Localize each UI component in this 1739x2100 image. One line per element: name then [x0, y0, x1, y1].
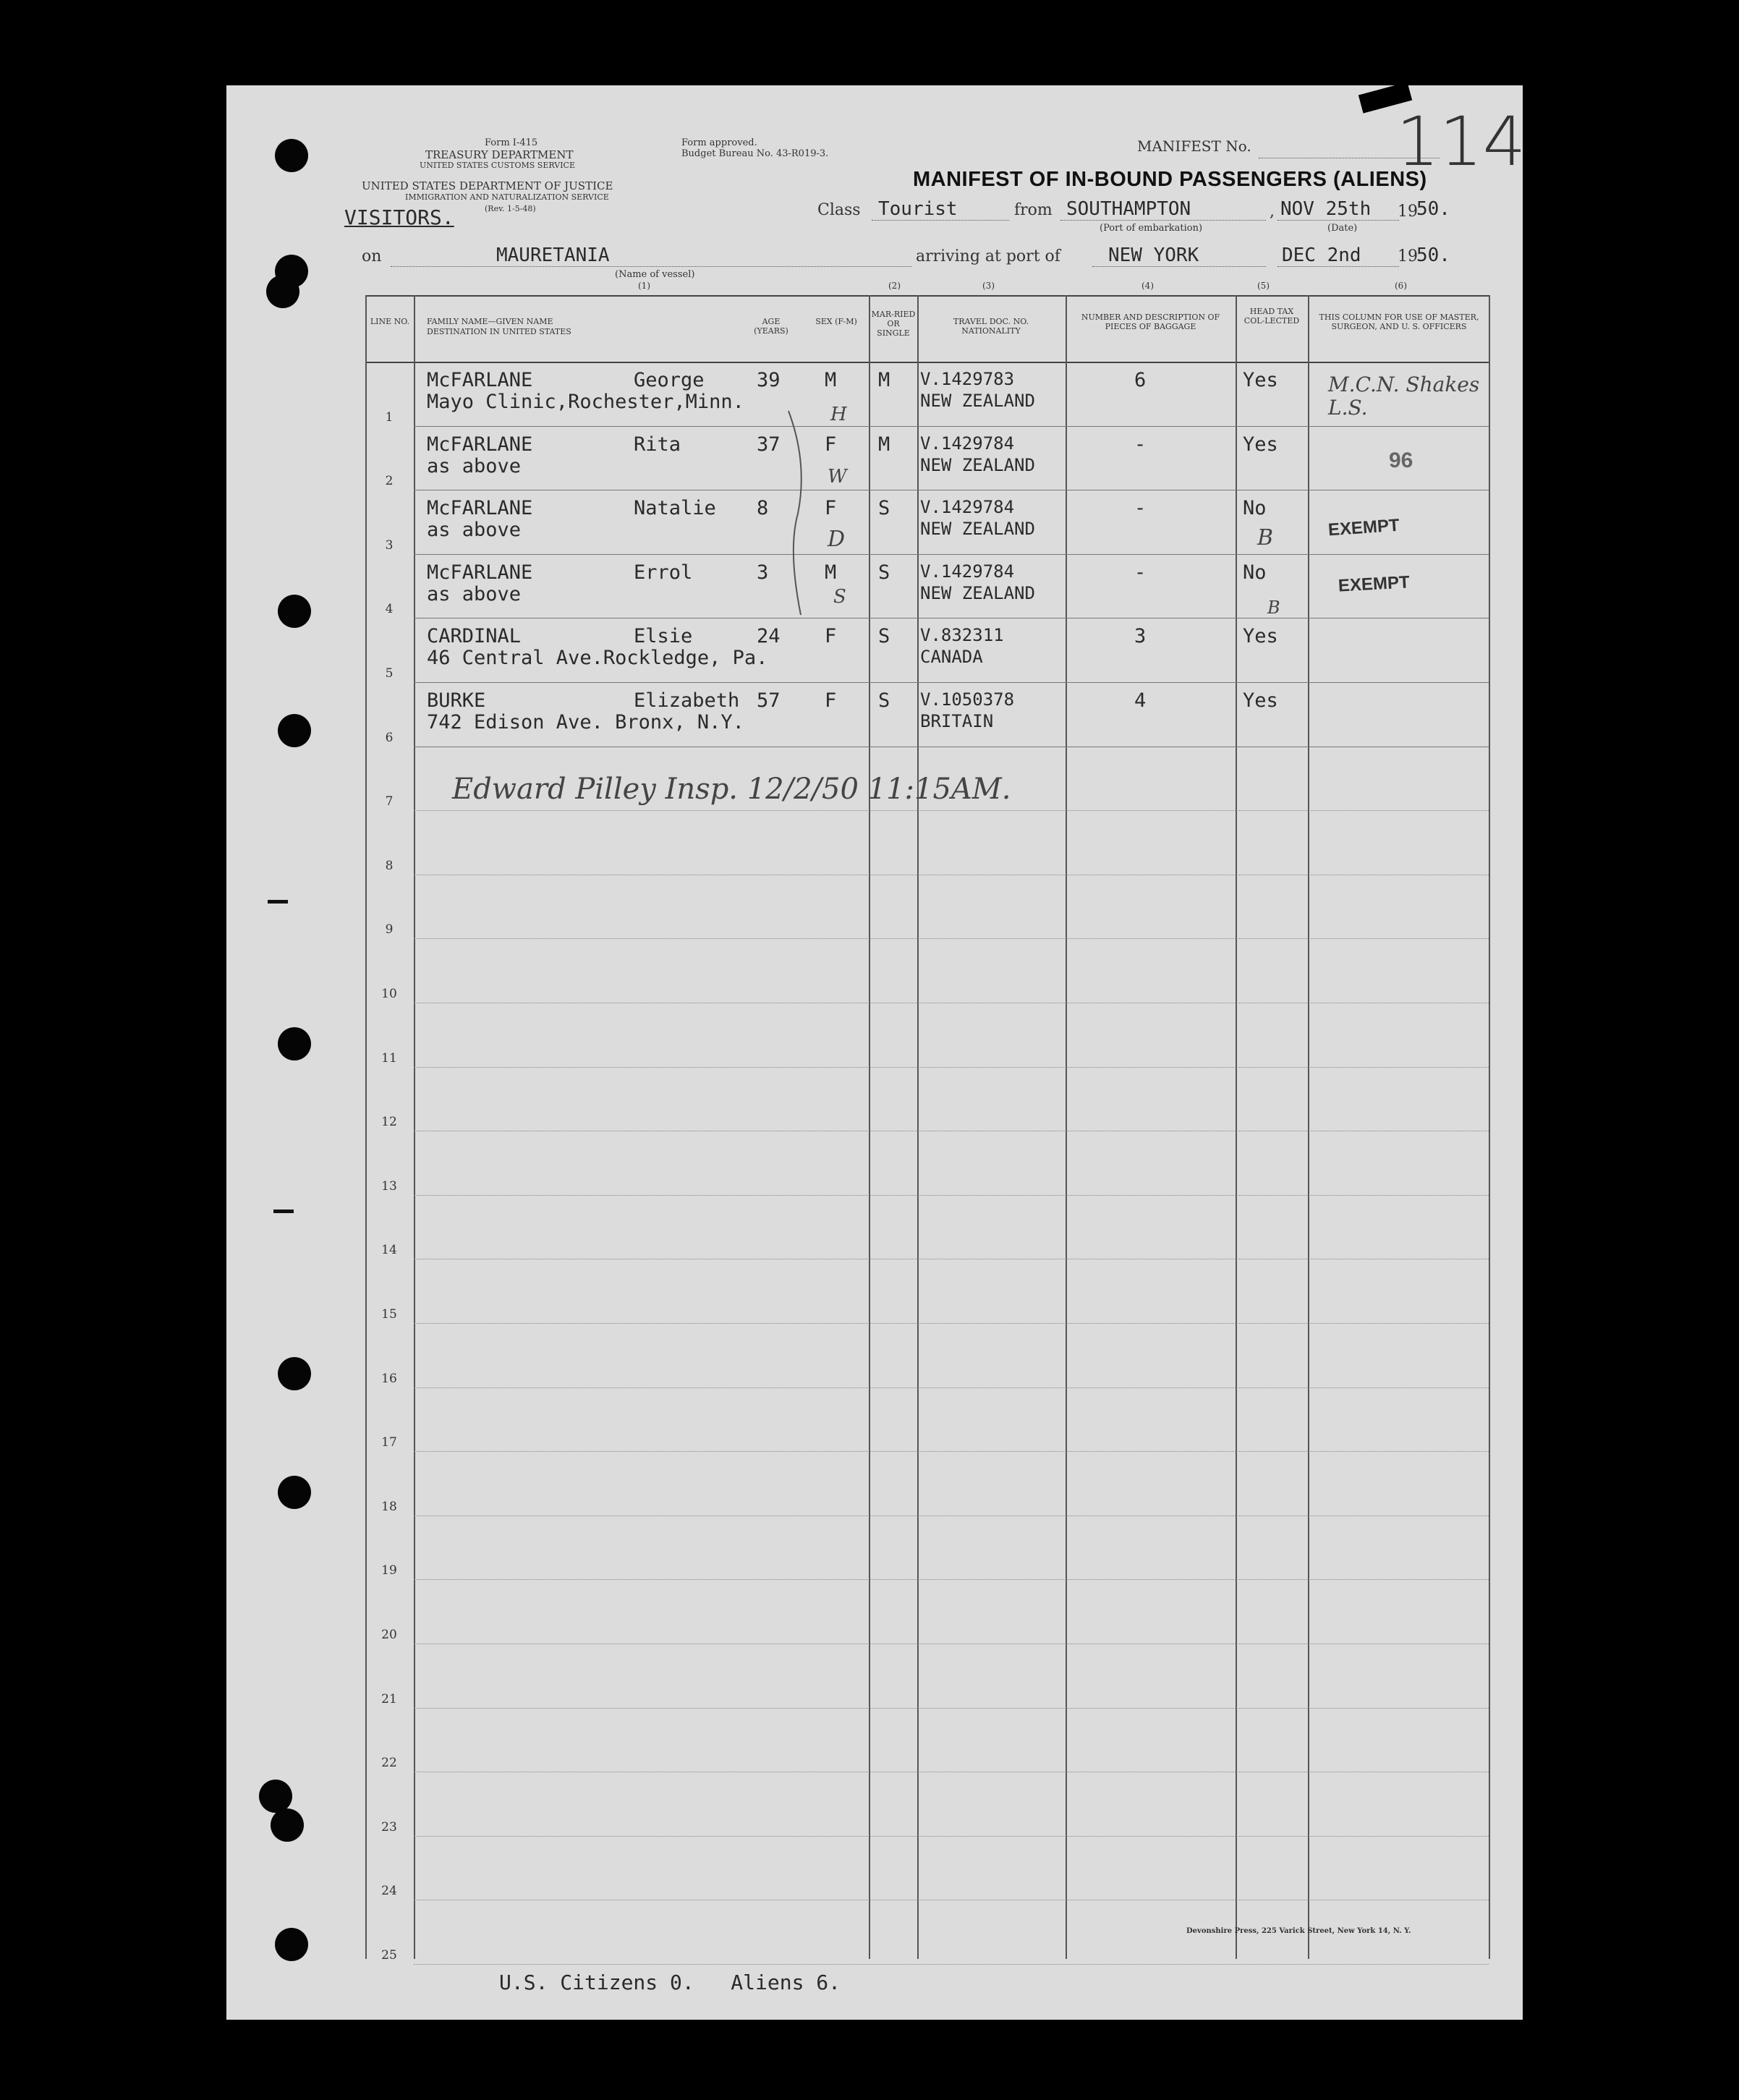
vessel-name: MAURETANIA	[496, 245, 610, 266]
col-border	[365, 295, 367, 1959]
tax-mark: B	[1267, 598, 1280, 618]
budget-bureau: Budget Bureau No. 43-R019-3.	[681, 148, 829, 159]
col-header-married: MAR-RIED OR SINGLE	[871, 310, 916, 338]
passenger-sex: M	[825, 369, 837, 391]
passenger-tax: Yes	[1243, 369, 1278, 391]
col-header-sex: SEX (F-M)	[815, 317, 857, 326]
line-number: 16	[381, 1372, 397, 1386]
col-header-baggage: NUMBER AND DESCRIPTION OF PIECES OF BAGGAGE	[1081, 313, 1220, 331]
line-number: 11	[381, 1051, 397, 1066]
exempt-stamp: EXEMPT	[1327, 515, 1400, 540]
row-separator	[414, 1836, 1489, 1837]
passenger-dest: as above	[427, 454, 522, 477]
passenger-doc: V.1429784	[920, 433, 1015, 454]
passenger-family: McFARLANE	[427, 561, 533, 584]
col-border	[917, 295, 919, 1959]
treasury-dept: TREASURY DEPARTMENT	[425, 148, 574, 161]
passenger-family: McFARLANE	[427, 497, 533, 520]
passenger-tax: No	[1243, 561, 1267, 584]
visitors-label: VISITORS.	[344, 205, 454, 229]
col-border	[1489, 295, 1490, 1959]
line-number: 3	[385, 538, 394, 553]
passenger-given: Rita	[634, 433, 681, 456]
passenger-dest: 742 Edison Ave. Bronx, N.Y.	[427, 711, 744, 734]
officer-note: M.C.N. Shakes L.S.	[1328, 373, 1480, 420]
from-line	[1060, 220, 1266, 221]
col-header-travel: TRAVEL DOC. NO. NATIONALITY	[953, 317, 1029, 336]
line-number: 4	[385, 602, 394, 616]
col-header-name: FAMILY NAME—GIVEN NAME	[427, 317, 553, 326]
table-top-border	[365, 295, 1490, 297]
passenger-nationality: NEW ZEALAND	[920, 454, 1035, 475]
comma: ,	[1270, 203, 1275, 221]
passenger-family: BURKE	[427, 689, 486, 712]
col-num-2: (2)	[888, 281, 901, 291]
from-value: SOUTHAMPTON	[1066, 198, 1191, 220]
passenger-baggage: -	[1134, 497, 1147, 520]
col-header-officers: THIS COLUMN FOR USE OF MASTER, SURGEON, AND U. S. OFFICERS	[1319, 313, 1479, 331]
passenger-nationality: BRITAIN	[920, 711, 994, 731]
row-separator	[414, 1579, 1489, 1580]
col-header-line: LINE NO.	[370, 317, 410, 326]
row-separator	[414, 810, 1489, 811]
line-number: 12	[381, 1115, 397, 1129]
row-separator	[414, 1067, 1489, 1068]
line-number: 15	[381, 1307, 397, 1322]
binder-hole	[275, 1928, 308, 1961]
passenger-baggage: 4	[1134, 689, 1147, 712]
passenger-status: S	[878, 625, 890, 648]
sex-mark: H	[830, 404, 847, 425]
arrival-year: 50.	[1416, 245, 1450, 266]
line-number: 14	[381, 1243, 397, 1257]
line-number: 2	[385, 474, 394, 488]
embark-year: 50.	[1416, 198, 1450, 220]
passenger-nationality: NEW ZEALAND	[920, 582, 1035, 603]
col-header-tax: HEAD TAX COL-LECTED	[1243, 307, 1300, 326]
passenger-sex: F	[825, 497, 837, 520]
passenger-doc: V.832311	[920, 625, 1004, 646]
row-separator	[414, 1323, 1489, 1324]
printer-imprint: Devonshire Press, 225 Varick Street, New York 14, N. Y.	[1186, 1927, 1411, 1935]
line-number: 19	[381, 1563, 397, 1578]
passenger-given: Elizabeth	[634, 689, 740, 712]
year-prefix-2: 19	[1398, 247, 1418, 265]
col-num-3: (3)	[982, 281, 995, 291]
passenger-status: S	[878, 561, 890, 584]
exempt-stamp: EXEMPT	[1338, 572, 1411, 596]
line-number: 20	[381, 1628, 397, 1642]
passenger-dest: 46 Central Ave.Rockledge, Pa.	[427, 647, 768, 670]
passenger-baggage: 6	[1134, 369, 1147, 391]
passenger-age: 3	[757, 561, 769, 584]
line-number: 23	[381, 1820, 397, 1835]
date-line	[1277, 220, 1399, 221]
totals: U.S. Citizens 0. Aliens 6.	[499, 1971, 841, 1994]
col-border	[414, 295, 415, 1959]
binder-hole	[278, 714, 311, 747]
passenger-sex: F	[825, 433, 837, 456]
binder-hole	[278, 1027, 311, 1060]
passenger-status: S	[878, 497, 890, 520]
arriving-label: arriving at port of	[916, 247, 1060, 265]
passenger-family: McFARLANE	[427, 369, 533, 391]
inspector-signature: Edward Pilley Insp. 12/2/50 11:15AM.	[452, 773, 1011, 806]
passenger-doc: V.1050378	[920, 689, 1015, 710]
passenger-baggage: -	[1134, 561, 1147, 584]
binder-mark	[273, 1210, 294, 1213]
row-separator	[414, 1964, 1489, 1965]
sex-mark: W	[828, 466, 847, 488]
passenger-tax: Yes	[1243, 625, 1278, 648]
row-separator	[414, 554, 1489, 555]
col-header-dest: DESTINATION IN UNITED STATES	[427, 327, 571, 336]
passenger-given: Errol	[634, 561, 693, 584]
passenger-status: M	[878, 433, 890, 456]
passenger-dest: Mayo Clinic,Rochester,Minn.	[427, 391, 744, 413]
date-caption: (Date)	[1327, 223, 1358, 234]
passenger-tax: Yes	[1243, 433, 1278, 456]
line-number: 25	[381, 1948, 397, 1963]
family-bracket	[785, 405, 814, 622]
passenger-dest: as above	[427, 582, 522, 605]
passenger-family: CARDINAL	[427, 625, 522, 648]
passenger-age: 39	[757, 369, 781, 391]
vessel-line	[391, 266, 911, 267]
passenger-sex: F	[825, 625, 837, 648]
port-embark-caption: (Port of embarkation)	[1100, 223, 1203, 234]
page-title: MANIFEST OF IN-BOUND PASSENGERS (ALIENS)	[913, 168, 1427, 191]
passenger-given: George	[634, 369, 705, 391]
col-num-5: (5)	[1257, 281, 1270, 291]
line-number: 10	[381, 987, 397, 1001]
passenger-family: McFARLANE	[427, 433, 533, 456]
row-separator	[414, 682, 1489, 683]
passenger-status: M	[878, 369, 890, 391]
passenger-nationality: NEW ZEALAND	[920, 391, 1035, 411]
stamp-code: 96	[1389, 449, 1413, 472]
line-number: 17	[381, 1435, 397, 1450]
passenger-doc: V.1429783	[920, 369, 1015, 389]
arrival-port: NEW YORK	[1108, 245, 1199, 266]
line-number: 22	[381, 1756, 397, 1770]
line-number: 18	[381, 1500, 397, 1514]
passenger-nationality: NEW ZEALAND	[920, 519, 1035, 540]
passenger-baggage: 3	[1134, 625, 1147, 648]
row-separator	[414, 1708, 1489, 1709]
tax-mark: B	[1257, 525, 1274, 550]
form-approved: Form approved.	[681, 137, 757, 148]
passenger-age: 37	[757, 433, 781, 456]
class-label: Class	[817, 201, 861, 219]
col-num-6: (6)	[1395, 281, 1407, 291]
line-number: 8	[385, 859, 394, 873]
line-number: 21	[381, 1692, 397, 1706]
arrival-date: DEC 2nd	[1282, 245, 1361, 266]
passenger-doc: V.1429784	[920, 497, 1015, 518]
passenger-given: Elsie	[634, 625, 693, 648]
passenger-sex: M	[825, 561, 837, 584]
line-number: 6	[385, 731, 394, 745]
binder-hole	[278, 1357, 311, 1390]
ins-service: IMMIGRATION AND NATURALIZATION SERVICE	[405, 192, 609, 202]
customs-service: UNITED STATES CUSTOMS SERVICE	[420, 161, 575, 170]
passenger-nationality: CANADA	[920, 647, 983, 668]
binder-hole	[278, 595, 311, 628]
col-border	[1308, 295, 1309, 1959]
col-border	[1236, 295, 1237, 1959]
year-prefix: 19	[1398, 203, 1418, 221]
passenger-age: 57	[757, 689, 781, 712]
passenger-given: Natalie	[634, 497, 716, 520]
col-border	[869, 295, 870, 1959]
col-num-4: (4)	[1141, 281, 1154, 291]
binder-hole	[266, 275, 299, 308]
on-label: on	[362, 247, 382, 265]
header-bottom-border	[365, 362, 1490, 363]
line-number: 24	[381, 1884, 397, 1898]
line-number: 7	[385, 794, 394, 809]
form-number: Form I-415	[485, 137, 538, 148]
line-number: 5	[385, 666, 394, 681]
row-separator	[414, 1387, 1489, 1388]
line-number: 13	[381, 1179, 397, 1194]
port-line	[1092, 266, 1266, 267]
binder-hole	[275, 139, 308, 172]
passenger-doc: V.1429784	[920, 561, 1015, 582]
binder-hole	[278, 1476, 311, 1509]
line-number: 1	[385, 410, 394, 425]
row-separator	[414, 938, 1489, 939]
col-num-1: (1)	[638, 281, 650, 291]
from-label: from	[1014, 201, 1053, 219]
sex-mark: S	[833, 586, 846, 608]
binder-hole	[271, 1808, 304, 1842]
row-separator	[414, 426, 1489, 427]
manifest-number: 114	[1396, 103, 1526, 182]
passenger-sex: F	[825, 689, 837, 712]
passenger-status: S	[878, 689, 890, 712]
justice-dept: UNITED STATES DEPARTMENT OF JUSTICE	[362, 179, 613, 192]
class-line	[872, 220, 1009, 221]
row-separator	[414, 1451, 1489, 1452]
row-separator	[414, 1195, 1489, 1196]
class-value: Tourist	[878, 198, 958, 220]
passenger-dest: as above	[427, 519, 522, 542]
vessel-caption: (Name of vessel)	[615, 269, 695, 280]
passenger-baggage: -	[1134, 433, 1147, 456]
revision: (Rev. 1-5-48)	[485, 204, 536, 213]
passenger-tax: No	[1243, 497, 1267, 520]
arrival-date-line	[1277, 266, 1399, 267]
col-border	[1066, 295, 1067, 1959]
manifest-no-label: MANIFEST No.	[1137, 137, 1251, 155]
passenger-tax: Yes	[1243, 689, 1278, 712]
col-header-age: AGE (YEARS)	[754, 317, 788, 336]
binder-mark	[268, 900, 288, 904]
sex-mark: D	[828, 527, 846, 552]
passenger-age: 24	[757, 625, 781, 648]
passenger-age: 8	[757, 497, 769, 520]
line-number: 9	[385, 922, 394, 937]
embark-date: NOV 25th	[1280, 198, 1372, 220]
